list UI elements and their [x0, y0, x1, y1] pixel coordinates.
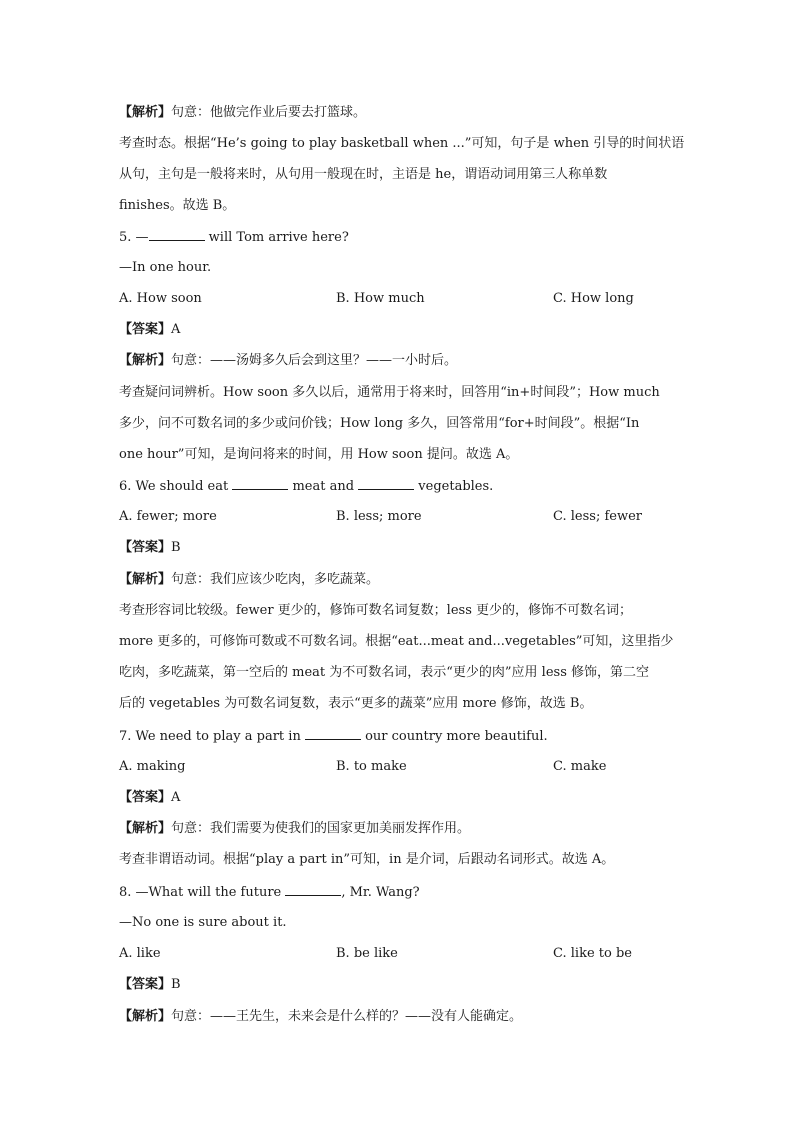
- explain-line: 吃肉，多吃蔬菜，第一空后的 meat 为不可数名词，表示“更少的肉”应用 less 修饰，第二空: [119, 665, 650, 680]
- explain-line: 考查时态。根据“He’s going to play basketball when ...”可知，句子是 when 引导的时间状语: [119, 136, 685, 151]
- option-c: C. like to be: [553, 946, 632, 961]
- option-c: C. less; fewer: [553, 509, 642, 524]
- analysis-label: 【解析】: [119, 353, 172, 368]
- explain-line: 考查非谓语动词。根据“play a part in”可知，in 是介词，后跟动名词形式。故选 A。: [119, 852, 615, 867]
- analysis-text: 句意：——王先生，未来会是什么样的？——没有人能确定。: [171, 1009, 523, 1024]
- analysis-line: [119, 352, 679, 370]
- analysis-label: 【解析】: [119, 1009, 172, 1024]
- analysis-line: [119, 104, 679, 122]
- answer-value: A: [171, 790, 181, 805]
- analysis-line: [119, 571, 679, 589]
- explain-line: more 更多的，可修饰可数或不可数名词。根据“eat...meat and...vegetables”可知，这里指少: [119, 634, 674, 649]
- question-6-stem: 6. We should eat meat and vegetables.: [119, 479, 494, 494]
- analysis-label: 【解析】: [119, 821, 172, 836]
- explain-line: finishes。故选 B。: [119, 198, 236, 213]
- answer-line: [119, 539, 679, 557]
- answer-label: 【答案】: [119, 977, 172, 992]
- question-7-stem: 7. We need to play a part in our country more beautiful.: [119, 729, 548, 744]
- answer-line: [119, 321, 679, 339]
- analysis-text: 句意：他做完作业后要去打篮球。: [171, 105, 367, 120]
- option-a: A. like: [119, 946, 161, 961]
- answer-value: A: [171, 322, 181, 337]
- option-a: A. making: [119, 759, 186, 774]
- option-b: B. How much: [336, 291, 425, 306]
- analysis-text: 句意：我们需要为使我们的国家更加美丽发挥作用。: [171, 821, 471, 836]
- answer-value: B: [171, 540, 181, 555]
- answer-blank: [358, 477, 414, 490]
- option-c: C. make: [553, 759, 607, 774]
- answer-line: [119, 976, 679, 994]
- explain-line: 考查疑问词辨析。How soon 多久以后，通常用于将来时，回答用“in+时间段”；How much: [119, 385, 660, 400]
- option-b: B. less; more: [336, 509, 422, 524]
- analysis-line: [119, 820, 679, 838]
- answer-blank: [285, 883, 341, 896]
- option-a: A. fewer; more: [119, 509, 217, 524]
- question-5-stem: 5. — will Tom arrive here?: [119, 230, 349, 245]
- answer-line: [119, 789, 679, 807]
- answer-label: 【答案】: [119, 322, 172, 337]
- analysis-label: 【解析】: [119, 572, 172, 587]
- answer-value: B: [171, 977, 181, 992]
- option-b: B. be like: [336, 946, 398, 961]
- question-8-stem: 8. —What will the future , Mr. Wang?: [119, 885, 420, 900]
- explain-line: 从句，主句是一般将来时，从句用一般现在时，主语是 he，谓语动词用第三人称单数: [119, 167, 608, 182]
- analysis-label: 【解析】: [119, 105, 172, 120]
- analysis-text: 句意：我们应该少吃肉，多吃蔬菜。: [171, 572, 380, 587]
- answer-blank: [149, 228, 205, 241]
- explain-line: 后的 vegetables 为可数名词复数，表示“更多的蔬菜”应用 more 修饰，故选 B。: [119, 696, 593, 711]
- explain-line: one hour”可知，是询问将来的时间，用 How soon 提问。故选 A。: [119, 447, 519, 462]
- analysis-text: 句意：——汤姆多久后会到这里？——一小时后。: [171, 353, 458, 368]
- answer-label: 【答案】: [119, 540, 172, 555]
- answer-blank: [232, 477, 288, 490]
- explain-line: 考查形容词比较级。fewer 更少的，修饰可数名词复数；less 更少的，修饰不可数名词；: [119, 603, 632, 618]
- option-a: A. How soon: [119, 291, 202, 306]
- question-5-reply: —In one hour.: [119, 260, 212, 275]
- analysis-line: [119, 1008, 679, 1026]
- answer-label: 【答案】: [119, 790, 172, 805]
- explain-line: 多少，问不可数名词的多少或问价钱；How long 多久，回答常用“for+时间段”。根据“In: [119, 416, 640, 431]
- option-b: B. to make: [336, 759, 407, 774]
- answer-blank: [305, 727, 361, 740]
- question-8-reply: —No one is sure about it.: [119, 915, 287, 930]
- option-c: C. How long: [553, 291, 634, 306]
